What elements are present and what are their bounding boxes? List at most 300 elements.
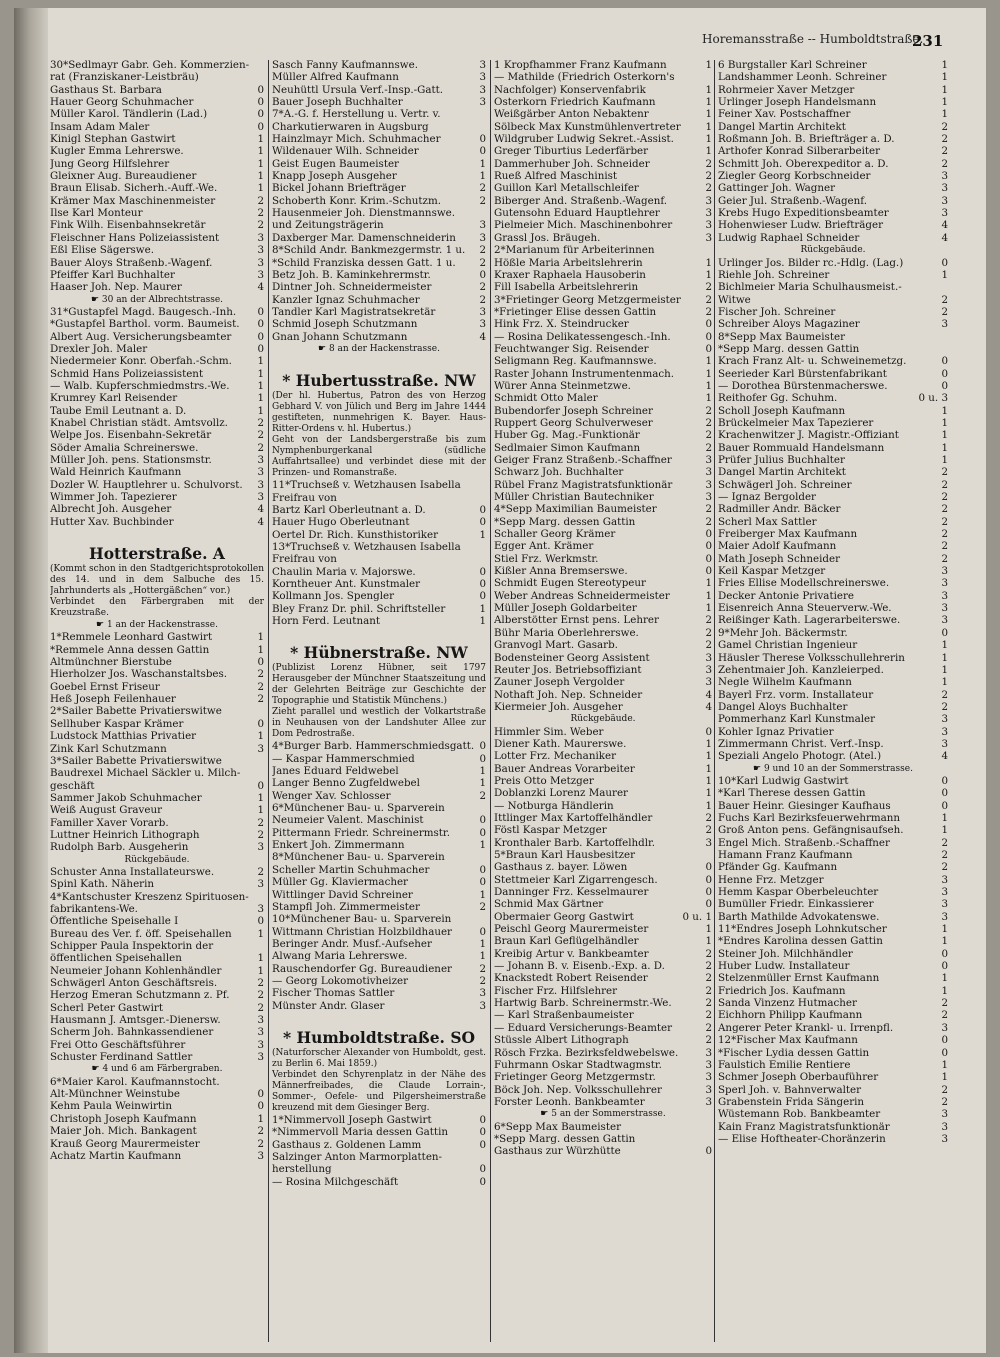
floor-number: 0	[257, 83, 264, 96]
floor-number: 1	[705, 367, 712, 380]
resident-name: Lotter Frz. Mechaniker	[494, 750, 616, 763]
resident-entry	[272, 802, 486, 814]
resident-entry	[718, 269, 948, 281]
resident-entry	[50, 368, 264, 380]
resident-name: Schreiber Aloys Magaziner	[718, 318, 860, 331]
resident-entry	[718, 145, 948, 157]
resident-entry	[272, 851, 486, 863]
resident-name: Nothaft Joh. Nep. Schneider	[494, 688, 643, 701]
resident-entry	[718, 343, 948, 355]
floor-number: 3	[941, 1108, 948, 1121]
resident-entry	[718, 281, 948, 293]
resident-entry	[50, 1076, 264, 1088]
resident-name: Biberger And. Straßenb.-Wagenf.	[494, 194, 668, 207]
floor-number: 1	[479, 888, 486, 901]
resident-entry	[494, 96, 712, 108]
resident-entry	[718, 898, 948, 910]
floor-number: 1	[257, 643, 264, 656]
resident-entry	[50, 780, 264, 792]
resident-name: Korntheuer Ant. Kunstmaler	[272, 578, 421, 590]
resident-entry	[718, 1084, 948, 1096]
resident-name: Betz Joh. B. Kaminkehrermstr.	[272, 268, 431, 281]
resident-name: Schmer Joseph Oberbauführer	[718, 1071, 879, 1084]
resident-name: Osterkorn Friedrich Kaufmann	[494, 96, 656, 109]
resident-entry	[494, 244, 712, 256]
resident-entry	[272, 590, 486, 602]
resident-name: *Sepp Marg. dessen Gattin	[494, 515, 636, 528]
resident-entry	[718, 516, 948, 528]
floor-number: 2	[257, 1125, 264, 1138]
resident-entry	[494, 553, 712, 565]
resident-entry	[50, 804, 264, 816]
floor-number: 3	[705, 231, 712, 244]
resident-entry	[272, 306, 486, 318]
floor-number	[252, 755, 264, 767]
resident-name: Insam Adam Maler	[50, 120, 150, 133]
resident-entry	[718, 1047, 948, 1059]
floor-number: 1	[705, 750, 712, 763]
resident-entry	[494, 84, 712, 96]
resident-name: 6*Münchener Bau- u. Sparverein	[272, 802, 445, 815]
floor-number: 4	[941, 231, 948, 244]
resident-entry	[718, 948, 948, 960]
resident-name: Pommerhanz Karl Kunstmaler	[718, 713, 876, 726]
resident-name: Gnan Johann Schutzmann	[272, 330, 408, 343]
resident-name: 11*Endres Joseph Lohnkutscher	[718, 923, 887, 936]
resident-name: Fischer Joh. Schreiner	[718, 305, 836, 318]
resident-name: *Remmele Anna dessen Gattin	[50, 643, 210, 656]
floor-number	[700, 849, 712, 861]
resident-name: Stüssle Albert Lithograph	[494, 1034, 629, 1047]
floor-number: 2	[705, 960, 712, 973]
floor-number: 3	[257, 742, 264, 755]
resident-entry	[718, 355, 948, 367]
floor-number: 3	[941, 170, 948, 183]
resident-name: Huber Gg. Mag.-Funktionär	[494, 429, 640, 442]
resident-name: Hutter Xav. Buchbinder	[50, 515, 174, 528]
resident-entry	[50, 792, 264, 804]
section-note: ☛ 5 an der Sommerstrasse.	[540, 1109, 666, 1120]
resident-entry	[272, 963, 486, 975]
floor-number: 1	[705, 774, 712, 787]
resident-entry	[494, 1071, 712, 1083]
floor-number: 0	[705, 898, 712, 911]
floor-number: 1	[705, 59, 712, 71]
floor-number: 2	[705, 416, 712, 429]
floor-number: 0	[257, 120, 264, 133]
floor-number: 2	[705, 639, 712, 652]
floor-number: 2	[479, 256, 486, 269]
resident-entry	[718, 911, 948, 923]
resident-entry	[272, 777, 486, 789]
resident-entry	[50, 1150, 264, 1162]
resident-name: Rueß Alfred Maschinist	[494, 170, 618, 183]
resident-entry	[718, 849, 948, 861]
resident-entry	[272, 765, 486, 777]
resident-name: Fuchs Karl Bezirksfeuerwehrmann	[718, 811, 901, 824]
floor-number: 2	[705, 1009, 712, 1022]
floor-number: 1	[705, 787, 712, 800]
floor-number: 1	[705, 96, 712, 109]
resident-entry	[272, 1151, 486, 1163]
floor-number: 1	[257, 182, 264, 195]
resident-name: Greger Tiburtius Lederfärber	[494, 145, 649, 158]
floor-number: 0	[941, 1046, 948, 1059]
resident-name: Pfänder Gg. Kaufmann	[718, 861, 838, 874]
spacer	[272, 627, 486, 639]
floor-number: 1	[705, 120, 712, 133]
resident-name: Keil Kaspar Metzger	[718, 565, 826, 578]
resident-name: Krämer Max Maschinenmeister	[50, 194, 216, 207]
floor-number: 3	[941, 614, 948, 627]
resident-entry	[718, 121, 948, 133]
resident-name: Prüfer Julius Buchhalter	[718, 454, 845, 466]
resident-entry	[494, 590, 712, 602]
resident-name: Dammerhuber Joh. Schneider	[494, 157, 650, 170]
resident-entry	[494, 1009, 712, 1021]
floor-number: 2	[705, 281, 712, 294]
resident-name: Ruppert Georg Schulverweser	[494, 416, 653, 429]
column-rule	[490, 60, 491, 1342]
floor-number: 3	[479, 219, 486, 232]
resident-name: 13*Truchseß v. Wetzhausen Isabella	[272, 540, 461, 553]
floor-number: 2	[705, 182, 712, 195]
street-description: Verbindet den Färbergraben mit der Kreuzstraße.	[50, 597, 264, 619]
resident-name: Oertel Dr. Rich. Kunsthistoriker	[272, 528, 439, 541]
resident-name: Seerieder Karl Bürstenfabrikant	[718, 367, 887, 380]
resident-entry	[718, 207, 948, 219]
resident-name: Bodensteiner Georg Assistent	[494, 651, 650, 664]
resident-name: 10*Karl Ludwig Gastwirt	[718, 774, 849, 787]
resident-entry	[718, 318, 948, 330]
resident-entry	[718, 837, 948, 849]
running-title: Horemansstraße -- Humboldtstraße.	[702, 32, 924, 46]
resident-name: 6*Sepp Max Baumeister	[494, 1120, 621, 1133]
resident-entry	[272, 59, 486, 71]
resident-entry	[494, 71, 712, 83]
resident-entry	[494, 750, 712, 762]
resident-entry	[50, 1039, 264, 1051]
floor-number: 1	[705, 577, 712, 590]
floor-number: 2	[705, 1021, 712, 1034]
section-note: Rückgebäude.	[800, 245, 866, 256]
resident-entry	[494, 972, 712, 984]
floor-number: 3	[941, 713, 948, 726]
floor-number: 0	[941, 960, 948, 973]
resident-entry	[718, 652, 948, 664]
street-description: (Naturforscher Alexander von Humboldt, gest. zu Berlin 6. Mai 1859.)	[272, 1047, 486, 1069]
resident-entry	[50, 631, 264, 643]
resident-name: Braun Karl Geflügelhändler	[494, 935, 639, 948]
resident-entry	[272, 603, 486, 615]
resident-entry	[718, 701, 948, 713]
resident-entry	[494, 195, 712, 207]
floor-number	[474, 108, 486, 120]
floor-number: 2	[257, 1001, 264, 1014]
floor-number: 2	[941, 552, 948, 565]
floor-number: 3	[941, 207, 948, 220]
resident-entry	[494, 1145, 712, 1157]
resident-name: Baudrexel Michael Säckler u. Milch-	[50, 767, 241, 780]
resident-name: Müller Gg. Klaviermacher	[272, 876, 408, 889]
floor-number: 3	[257, 1149, 264, 1162]
resident-name: Schoberth Konr. Krim.-Schutzm.	[272, 194, 441, 207]
resident-entry	[50, 59, 264, 71]
resident-name: Hink Frz. X. Steindrucker	[494, 318, 629, 331]
resident-name: 8*Sepp Max Baumeister	[718, 330, 845, 343]
resident-entry	[494, 540, 712, 552]
resident-entry	[50, 1014, 264, 1026]
floor-number: 1	[257, 392, 264, 405]
floor-number: 1	[941, 639, 948, 652]
resident-entry	[494, 565, 712, 577]
resident-name: Wildgruber Ludwig Sekret.-Assist.	[494, 133, 674, 146]
resident-name: Fuhrmann Oskar Stadtwagmstr.	[494, 1058, 662, 1071]
resident-name: — Walb. Kupferschmiedmstrs.-We.	[50, 379, 230, 392]
floor-number: 1	[479, 615, 486, 628]
resident-name: Bauer Aloys Straßenb.-Wagenf.	[50, 256, 213, 269]
resident-entry	[494, 1084, 712, 1096]
resident-name: Sölbeck Max Kunstmühlenvertreter	[494, 120, 681, 133]
resident-name: *Endres Karolina dessen Gattin	[718, 935, 883, 948]
resident-name: 1 Kropfhammer Franz Kaufmann	[494, 59, 667, 71]
resident-name: Maier Joh. Mich. Bankagent	[50, 1125, 197, 1138]
floor-number: 3	[257, 256, 264, 269]
floor-number: 1	[705, 923, 712, 936]
resident-entry	[272, 96, 486, 108]
resident-entry	[50, 219, 264, 231]
floor-number	[474, 492, 486, 504]
resident-entry	[272, 121, 486, 133]
floor-number: 3	[479, 83, 486, 96]
floor-number: 1	[941, 1071, 948, 1084]
resident-name: Gattinger Joh. Wagner	[718, 182, 836, 195]
resident-name: Daxberger Mar. Damenschneiderin	[272, 231, 456, 244]
floor-number: 3	[941, 1021, 948, 1034]
floor-number: 0	[705, 528, 712, 541]
floor-number: 1	[479, 602, 486, 615]
floor-number: 3	[941, 589, 948, 602]
resident-entry	[50, 516, 264, 528]
resident-name: Scherm Joh. Bahnkassendiener	[50, 1026, 214, 1039]
resident-entry	[272, 938, 486, 950]
resident-entry	[494, 355, 712, 367]
resident-entry	[494, 479, 712, 491]
resident-entry	[494, 170, 712, 182]
resident-name: Frietinger Georg Metzgermstr.	[494, 1071, 656, 1084]
floor-number: 2	[705, 824, 712, 837]
resident-name: Chaulin Maria v. Majorswe.	[272, 565, 416, 578]
resident-entry	[718, 861, 948, 873]
resident-name: Kugler Emma Lehrerswe.	[50, 145, 184, 158]
resident-entry	[718, 429, 948, 441]
street-heading: Hotterstraße. A	[89, 544, 225, 564]
floor-number: 0	[705, 873, 712, 886]
floor-number: 3	[705, 836, 712, 849]
resident-name: Maier Adolf Kaufmann	[718, 540, 837, 553]
floor-number: 2	[941, 157, 948, 170]
resident-entry	[494, 602, 712, 614]
floor-number: 1	[479, 937, 486, 950]
resident-entry	[718, 182, 948, 194]
floor-number	[252, 767, 264, 779]
floor-number: 2	[257, 977, 264, 990]
floor-number: 0	[941, 355, 948, 368]
resident-name: 3*Sailer Babette Privatierswitwe	[50, 754, 222, 767]
floor-number: 2	[705, 441, 712, 454]
resident-name: Ittlinger Max Kartoffelhändler	[494, 811, 653, 824]
resident-entry	[272, 529, 486, 541]
floor-number: 0	[941, 799, 948, 812]
floor-number	[700, 244, 712, 256]
floor-number: 3	[705, 1058, 712, 1071]
resident-entry	[50, 755, 264, 767]
resident-entry	[718, 306, 948, 318]
resident-name: *Nimmervoll Maria dessen Gattin	[272, 1126, 448, 1139]
resident-name: Gutensohn Eduard Hauptlehrer	[494, 207, 660, 220]
street-description: Zieht parallel und westlich der Volkartstraße in Neuhausen von der Landshuter Allee zur Dom Pedrostraße.	[272, 707, 486, 740]
floor-number: 3	[257, 491, 264, 504]
floor-number: 0	[941, 626, 948, 639]
resident-entry	[718, 84, 948, 96]
resident-name: Horn Ferd. Leutnant	[272, 615, 380, 628]
resident-name: Nachfolger) Konservenfabrik	[494, 83, 646, 96]
floor-number: 0	[257, 717, 264, 730]
resident-name: Wittmann Christian Holzbildhauer	[272, 925, 452, 938]
floor-number: 2	[941, 997, 948, 1010]
resident-entry	[494, 442, 712, 454]
resident-entry	[50, 257, 264, 269]
resident-entry	[718, 368, 948, 380]
resident-entry	[718, 170, 948, 182]
resident-name: Bartz Karl Oberleutnant a. D.	[272, 503, 426, 516]
resident-name: Scholl Joseph Kaufmann	[718, 404, 846, 417]
resident-name: Schuster Ferdinand Sattler	[50, 1051, 193, 1064]
floor-number	[474, 121, 486, 133]
column-4	[718, 59, 948, 1339]
floor-number: 0	[479, 925, 486, 938]
column-rule	[714, 60, 715, 1342]
resident-entry	[494, 639, 712, 651]
street-description: Verbindet den Schyrenplatz in der Nähe des Männerfreibades, die Claude Lorrain-, Sommer-, Oefele- und Pilgersheimerstraße kreuzend mit dem Giesinger Berg.	[272, 1069, 486, 1113]
resident-entry	[272, 553, 486, 565]
resident-entry	[50, 1100, 264, 1112]
floor-number: 2	[705, 984, 712, 997]
resident-entry	[272, 158, 486, 170]
resident-name: Scherl Max Sattler	[718, 515, 817, 528]
resident-entry	[50, 817, 264, 829]
resident-entry	[718, 726, 948, 738]
resident-entry	[272, 71, 486, 83]
resident-name: Angerer Peter Krankl- u. Irrenpfl.	[718, 1021, 894, 1034]
resident-entry	[50, 170, 264, 182]
floor-number: 3	[705, 1095, 712, 1108]
floor-number: 2	[705, 997, 712, 1010]
floor-number: 2	[941, 515, 948, 528]
resident-name: Bauer Rommuald Handelsmann	[718, 441, 885, 454]
resident-entry	[718, 71, 948, 83]
floor-number: 4	[257, 503, 264, 516]
resident-entry	[50, 442, 264, 454]
resident-name: Müller Alfred Kaufmann	[272, 71, 399, 84]
resident-name: Kain Franz Magistratsfunktionär	[718, 1120, 890, 1133]
resident-name: Dangel Martin Architekt	[718, 466, 846, 479]
floor-number: 2	[941, 1083, 948, 1096]
floor-number: 2	[479, 244, 486, 257]
resident-entry	[272, 1114, 486, 1126]
resident-entry	[50, 952, 264, 964]
resident-name: Hausenmeier Joh. Dienstmannswe.	[272, 207, 456, 220]
resident-name: Gleixner Aug. Bureaudiener	[50, 170, 197, 183]
floor-number: 0	[941, 947, 948, 960]
floor-number: 3	[257, 454, 264, 466]
resident-entry	[494, 380, 712, 392]
floor-number: 1	[257, 804, 264, 817]
resident-entry	[494, 948, 712, 960]
floor-number: 2	[257, 680, 264, 693]
resident-entry	[494, 232, 712, 244]
resident-name: Wald Heinrich Kaufmann	[50, 466, 182, 479]
floor-number: 1	[941, 454, 948, 466]
floor-number: 1	[705, 762, 712, 775]
resident-entry	[272, 541, 486, 553]
floor-number	[252, 1076, 264, 1088]
floor-number: 1	[257, 952, 264, 965]
floor-number: 2	[479, 789, 486, 802]
resident-entry	[718, 540, 948, 552]
resident-name: Geier Jul. Straßenb.-Wagenf.	[718, 194, 867, 207]
resident-entry	[272, 578, 486, 590]
resident-name: — Rosina Milchgeschäft	[272, 1175, 399, 1188]
resident-name: Welpe Jos. Eisenbahn-Sekretär	[50, 429, 212, 442]
floor-number: 3	[257, 1026, 264, 1039]
floor-number	[474, 913, 486, 925]
resident-name: Salzinger Anton Marmorplatten-	[272, 1150, 443, 1163]
resident-entry	[494, 874, 712, 886]
resident-entry	[718, 874, 948, 886]
resident-entry	[272, 615, 486, 627]
floor-number: 2	[941, 478, 948, 491]
floor-number: 0	[257, 1088, 264, 1101]
directory-page	[14, 8, 986, 1353]
resident-entry	[50, 145, 264, 157]
resident-entry	[50, 417, 264, 429]
resident-name: Engel Mich. Straßenb.-Schaffner	[718, 836, 890, 849]
floor-number	[252, 940, 264, 952]
floor-number: 0	[705, 565, 712, 578]
resident-name: Schmid Joseph Schutzmann	[272, 318, 418, 331]
resident-entry	[494, 824, 712, 836]
floor-number: 1	[941, 108, 948, 121]
floor-number: 2	[257, 693, 264, 706]
resident-entry	[272, 170, 486, 182]
resident-entry	[50, 878, 264, 890]
floor-number: 4	[705, 700, 712, 713]
resident-entry	[718, 985, 948, 997]
resident-name: Hierholzer Jos. Waschanstaltsbes.	[50, 668, 228, 681]
resident-name: 30*Sedlmayr Gabr. Geh. Kommerzien-	[50, 59, 250, 71]
resident-entry	[494, 1059, 712, 1071]
resident-entry	[494, 429, 712, 441]
resident-entry	[718, 232, 948, 244]
floor-number	[474, 802, 486, 814]
resident-entry	[718, 824, 948, 836]
resident-name: Landshammer Leonh. Schreiner	[718, 71, 887, 84]
resident-entry	[50, 891, 264, 903]
resident-entry	[494, 1121, 712, 1133]
floor-number: 3	[257, 1014, 264, 1027]
resident-name: 7*A.-G. f. Herstellung u. Vertr. v.	[272, 108, 441, 121]
